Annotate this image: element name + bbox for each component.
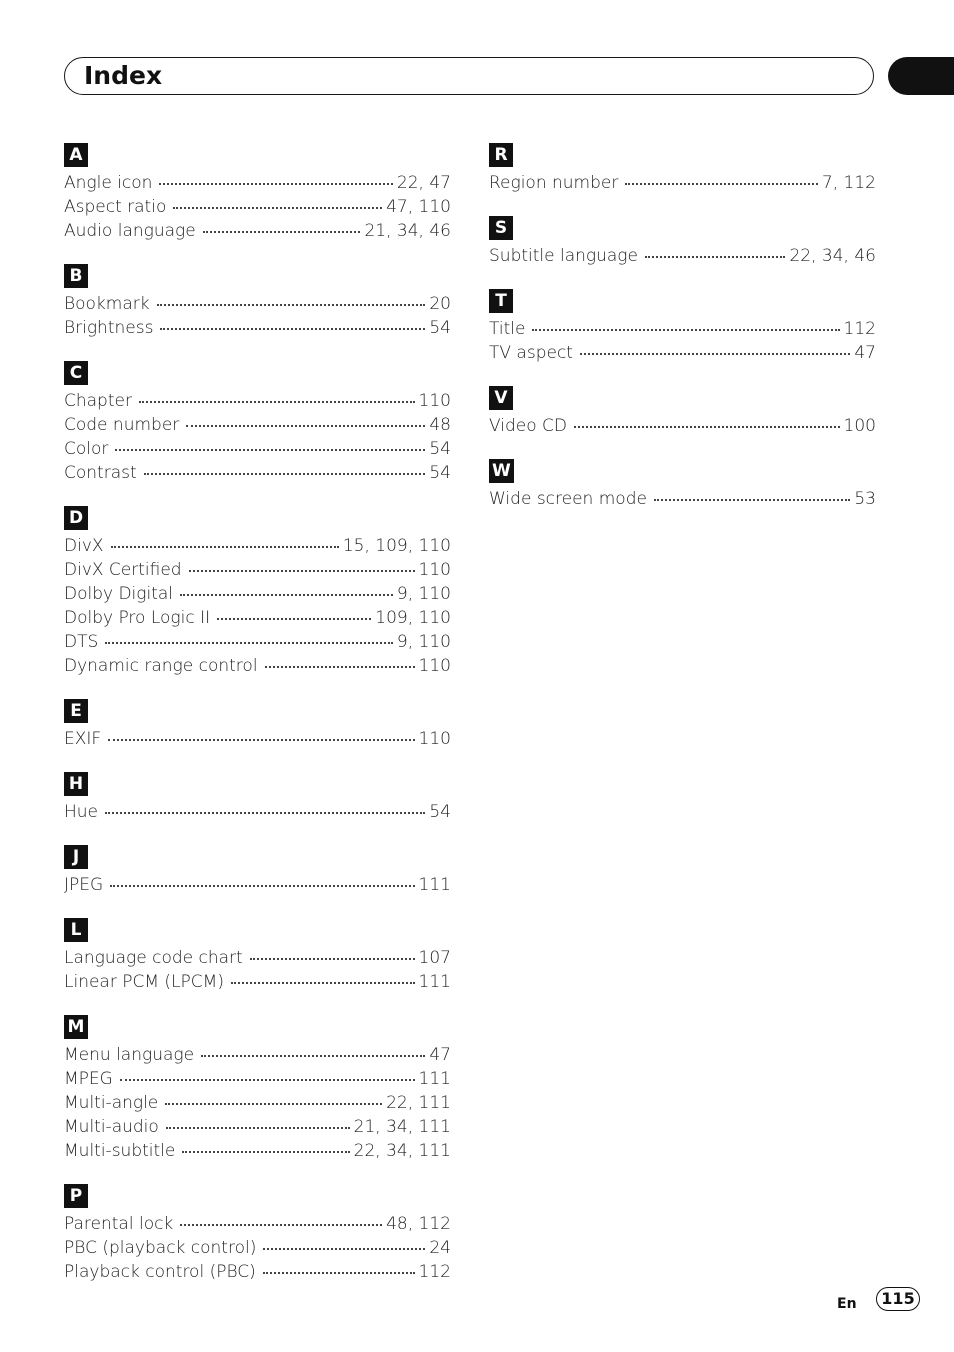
entry-pages: 54 [429,318,451,338]
entry-pages: 9, 110 [396,584,451,604]
entry-term: Menu language [64,1045,195,1065]
index-entry [64,1115,451,1139]
index-section-a [64,143,451,243]
index-entry [489,317,876,341]
entry-term: Playback control (PBC) [64,1262,256,1282]
index-column-left [64,143,451,1305]
dot-leader [160,327,425,330]
index-entry [489,487,876,511]
index-entry [489,244,876,268]
dot-leader [217,617,371,620]
entry-term: Region number [489,173,619,193]
dot-leader [166,1126,350,1129]
dot-leader [265,665,415,668]
index-column-right [489,143,876,532]
entry-pages: 112 [843,319,876,339]
index-section-h [64,772,451,824]
entry-term: Language code chart [64,948,243,968]
index-section-l [64,918,451,994]
index-entry [64,1091,451,1115]
index-entry [64,389,451,413]
index-entry [64,582,451,606]
entry-pages: 111 [418,875,451,895]
section-letter: L [64,918,88,942]
dot-leader [250,957,415,960]
index-entry [64,1043,451,1067]
index-entry [64,630,451,654]
dot-leader [263,1247,425,1250]
entry-pages: 110 [418,656,451,676]
dot-leader [574,425,840,428]
index-entry [64,1260,451,1284]
entry-pages: 22, 34, 111 [353,1141,451,1161]
dot-leader [173,206,382,209]
entry-term: Hue [64,802,99,822]
index-section-v [489,386,876,438]
entry-term: TV aspect [489,343,573,363]
section-letter: V [489,386,513,410]
entry-term: Multi-angle [64,1093,159,1113]
index-entry [64,873,451,897]
index-entry [64,946,451,970]
entry-pages: 21, 34, 111 [353,1117,451,1137]
entry-pages: 54 [429,463,451,483]
entry-term: Subtitle language [489,246,638,266]
dot-leader [180,593,393,596]
index-entry [64,1139,451,1163]
entry-pages: 110 [418,729,451,749]
entry-term: Chapter [64,391,132,411]
index-entry [64,970,451,994]
index-entry [64,461,451,485]
dot-leader [159,182,392,185]
dot-leader [263,1271,415,1274]
index-entry [64,558,451,582]
page-number: 115 [876,1287,920,1311]
entry-pages: 111 [418,1069,451,1089]
entry-term: Color [64,439,109,459]
index-entry [64,534,451,558]
section-tab-marker [888,57,954,95]
dot-leader [111,545,339,548]
section-letter: B [64,264,88,288]
dot-leader [580,352,850,355]
entry-term: Bookmark [64,294,150,314]
entry-pages: 48 [429,415,451,435]
entry-term: JPEG [64,875,104,895]
index-section-s [489,216,876,268]
entry-term: Angle icon [64,173,153,193]
entry-term: EXIF [64,729,102,749]
index-entry [64,292,451,316]
entry-pages: 110 [418,560,451,580]
index-entry [64,171,451,195]
dot-leader [189,569,415,572]
page-title: Index [84,61,163,90]
entry-term: Aspect ratio [64,197,167,217]
entry-pages: 100 [843,416,876,436]
dot-leader [645,255,786,258]
index-entry [489,414,876,438]
section-letter: E [64,699,88,723]
index-section-e [64,699,451,751]
dot-leader [105,641,393,644]
index-section-w [489,459,876,511]
section-letter: C [64,361,88,385]
entry-pages: 47 [854,343,876,363]
index-entry [64,316,451,340]
entry-pages: 47 [429,1045,451,1065]
entry-pages: 24 [429,1238,451,1258]
index-entry [64,1236,451,1260]
section-letter: S [489,216,513,240]
index-section-d [64,506,451,678]
index-entry [64,437,451,461]
section-letter: H [64,772,88,796]
dot-leader [105,811,425,814]
entry-term: Title [489,319,526,339]
index-entry [64,606,451,630]
entry-term: Multi-audio [64,1117,159,1137]
entry-term: Code number [64,415,180,435]
section-letter: J [64,845,88,869]
entry-pages: 21, 34, 46 [364,221,451,241]
entry-pages: 111 [418,972,451,992]
section-letter: D [64,506,88,530]
entry-term: PBC (playback control) [64,1238,257,1258]
dot-leader [120,1078,415,1081]
entry-term: Dolby Digital [64,584,174,604]
entry-term: Brightness [64,318,154,338]
entry-term: Contrast [64,463,137,483]
entry-pages: 9, 110 [396,632,451,652]
entry-pages: 54 [429,439,451,459]
entry-term: Linear PCM (LPCM) [64,972,224,992]
entry-pages: 47, 110 [386,197,451,217]
dot-leader [110,884,414,887]
dot-leader [144,472,426,475]
index-entry [64,727,451,751]
entry-term: MPEG [64,1069,113,1089]
index-entry [489,171,876,195]
entry-term: DivX Certified [64,560,182,580]
dot-leader [180,1223,382,1226]
entry-term: DivX [64,536,104,556]
index-entry [489,341,876,365]
index-section-c [64,361,451,485]
section-letter: P [64,1184,88,1208]
index-entry [64,195,451,219]
entry-term: Dolby Pro Logic II [64,608,211,628]
index-section-r [489,143,876,195]
dot-leader [108,738,414,741]
entry-term: Multi-subtitle [64,1141,176,1161]
entry-term: DTS [64,632,99,652]
section-letter: A [64,143,88,167]
dot-leader [654,498,850,501]
dot-leader [139,400,415,403]
entry-pages: 54 [429,802,451,822]
entry-pages: 7, 112 [821,173,876,193]
dot-leader [625,182,818,185]
entry-term: Wide screen mode [489,489,647,509]
dot-leader [201,1054,425,1057]
dot-leader [182,1150,349,1153]
index-section-m [64,1015,451,1163]
entry-term: Video CD [489,416,567,436]
dot-leader [186,424,425,427]
entry-pages: 22, 47 [396,173,451,193]
index-entry [64,1067,451,1091]
entry-term: Parental lock [64,1214,174,1234]
entry-term: Audio language [64,221,196,241]
index-entry [64,219,451,243]
entry-pages: 110 [418,391,451,411]
index-entry [64,654,451,678]
index-section-t [489,289,876,365]
language-label: En [837,1296,857,1312]
entry-pages: 22, 34, 46 [789,246,876,266]
index-entry [64,1212,451,1236]
dot-leader [157,303,426,306]
dot-leader [203,230,361,233]
dot-leader [115,448,425,451]
entry-pages: 48, 112 [386,1214,451,1234]
section-letter: T [489,289,513,313]
index-entry [64,413,451,437]
dot-leader [231,981,415,984]
index-section-p [64,1184,451,1284]
dot-leader [532,328,839,331]
section-letter: W [489,459,514,483]
entry-pages: 20 [429,294,451,314]
section-letter: M [64,1015,88,1039]
entry-pages: 112 [418,1262,451,1282]
entry-term: Dynamic range control [64,656,258,676]
header-bar [64,57,874,95]
section-letter: R [489,143,513,167]
entry-pages: 53 [854,489,876,509]
entry-pages: 15, 109, 110 [342,536,451,556]
entry-pages: 22, 111 [386,1093,451,1113]
index-entry [64,800,451,824]
dot-leader [165,1102,382,1105]
index-section-j [64,845,451,897]
entry-pages: 109, 110 [375,608,451,628]
entry-pages: 107 [418,948,451,968]
index-section-b [64,264,451,340]
